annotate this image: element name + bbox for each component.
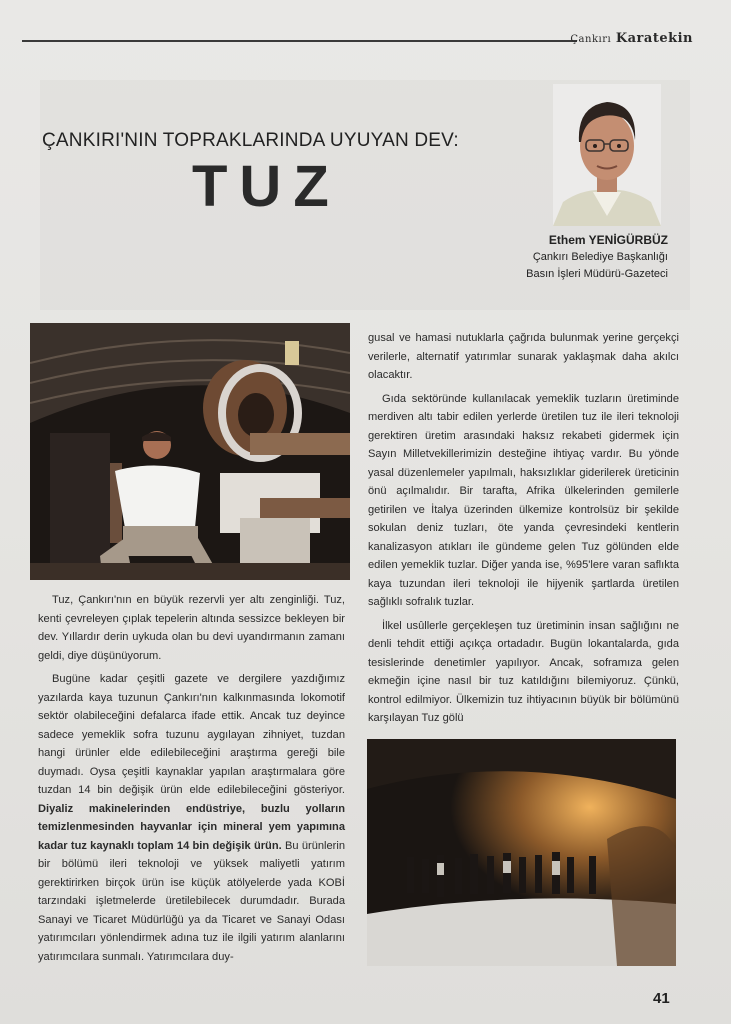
body-text: Bu ürünlerin bir bölümü ileri teknoloji ve yüksek maliyetli yatırım gerektirirken birçok ürün ise küçük atölyelerde yada KOBİ tarzındaki işletmelerde üretilebilecek durumdadır. Burada Sanayi ve Ticaret Müdürlüğü ya da Ticaret ve Sanayi Odası yatırımcıları yönlendirmek adına tuz ile ilgili yatırım alanlarını yatırımcılara sunmalı. Yatırımcılara duy- xyxy=(38,839,346,963)
author-role-line2: Basın İşleri Müdürü-Gazeteci xyxy=(526,268,668,280)
body-paragraph: Tuz, Çankırı'nın en büyük rezervli yer altı zenginliği. Tuz, kenti çevreleyen çıplak tepelerin altında sessizce bekleyen bir dev. Yıllardır derin uykuda olan bu devi uyandırmanın zamanı geldi, diye düşünüyorum. xyxy=(38,594,345,662)
author-byline xyxy=(510,232,668,283)
article-title: TUZ xyxy=(192,154,341,219)
body-column-left xyxy=(38,591,345,971)
running-head-big: Karatekin xyxy=(615,31,693,46)
running-head xyxy=(570,31,693,46)
photo-salt-cave xyxy=(367,739,676,966)
body-text-bold: Diyaliz makinelerinden endüstriye, buzlu yolların temizlenmesinden hayvanlar için mineral yem yapımına kadar tuz kaynaklı toplam 14 bin değişik ürün. xyxy=(38,802,345,852)
salt-cave-illustration xyxy=(367,739,676,966)
running-head-small: Çankırı xyxy=(570,34,612,45)
body-paragraph: İlkel usûllerle gerçekleşen tuz üretiminin insan sağlığını ne denli tehdit ettiği açıkça ortadadır. Bugün lokantalarda, gıda tesislerinde denetimler yapılıyor. Ancak, soframıza gelen ekmeğin içine nasıl bir tuz katıldığını bilemiyoruz. Çünkü, kontrol edilmiyor. Ülkemizin tuz ihtiyacının büyük bir bölümünü karşılayan Tuz gölü xyxy=(368,619,679,724)
body-paragraph xyxy=(38,670,345,966)
article-kicker: ÇANKIRI'NIN TOPRAKLARINDA UYUYAN DEV: xyxy=(42,130,459,151)
body-column-right xyxy=(368,329,679,733)
author-portrait xyxy=(553,84,661,226)
body-paragraph: Gıda sektöründe kullanılacak yemeklik tuzların üretiminde merdiven altı tabir edilen yerlerde üretilen tuz ile ileri teknoloji gerektiren üretim arasındaki haksız rekabeti gidermek için Sayın Milletvekillerimizin desteğine ihtiyaç vardır. Bu yönde yasal düzenlemeler yapılmalı, haksızlıklar giderilerek üreticinin önü açılmalıdır. Bir tarafta, Afrika ülkelerinden gemilerle getirilen ve İtalya üzerinden ülkemize kontrolsüz bir şekilde sokulan deniz tuzları, öte yanda çevresindeki kentlerin kanalizasyon atıkları ile gündeme gelen Tuz gölünden elde edilen yemeklik tuzlar. Diğer yanda ise, %95'lere varan saflıkta kaya tuzundan ileri teknoloji ile hijyenik şartlarda üretilen sağlıklı sofralık tuzlar. xyxy=(368,392,679,608)
salt-mill-illustration xyxy=(30,323,350,580)
body-paragraph: gusal ve hamasi nutuklarla çağrıda bulunmak yerine gerçekçi verilerle, alternatif yatırımlar sunarak yaklaşmak daha akılcı olacaktır. xyxy=(368,332,679,381)
portrait-illustration xyxy=(553,84,661,226)
header-rule xyxy=(22,40,577,42)
body-text: Bugüne kadar çeşitli gazete ve dergilere yazdığımız yazılarda kaya tuzunun Çankırı'nın kalkınmasında lokomotif sektör olabileceğini defalarca ifade ettik. Ancak tuz deyince sadece yemeklik sofra tuzunu aygılayan zihniyet, tuzdan hangi ürünler elde edilebileceğini araştırma gereği bile duymadı. Oysa çeşitli kaynaklar yapılan araştırmalara göre tuzdan 14 bin değişik ürün elde edilebileceğini gösteriyor. xyxy=(38,673,345,796)
photo-salt-mill xyxy=(30,323,350,580)
page-number: 41 xyxy=(653,990,670,1007)
author-role-line1: Çankırı Belediye Başkanlığı xyxy=(532,251,668,263)
author-name: Ethem YENİGÜRBÜZ xyxy=(548,233,668,247)
